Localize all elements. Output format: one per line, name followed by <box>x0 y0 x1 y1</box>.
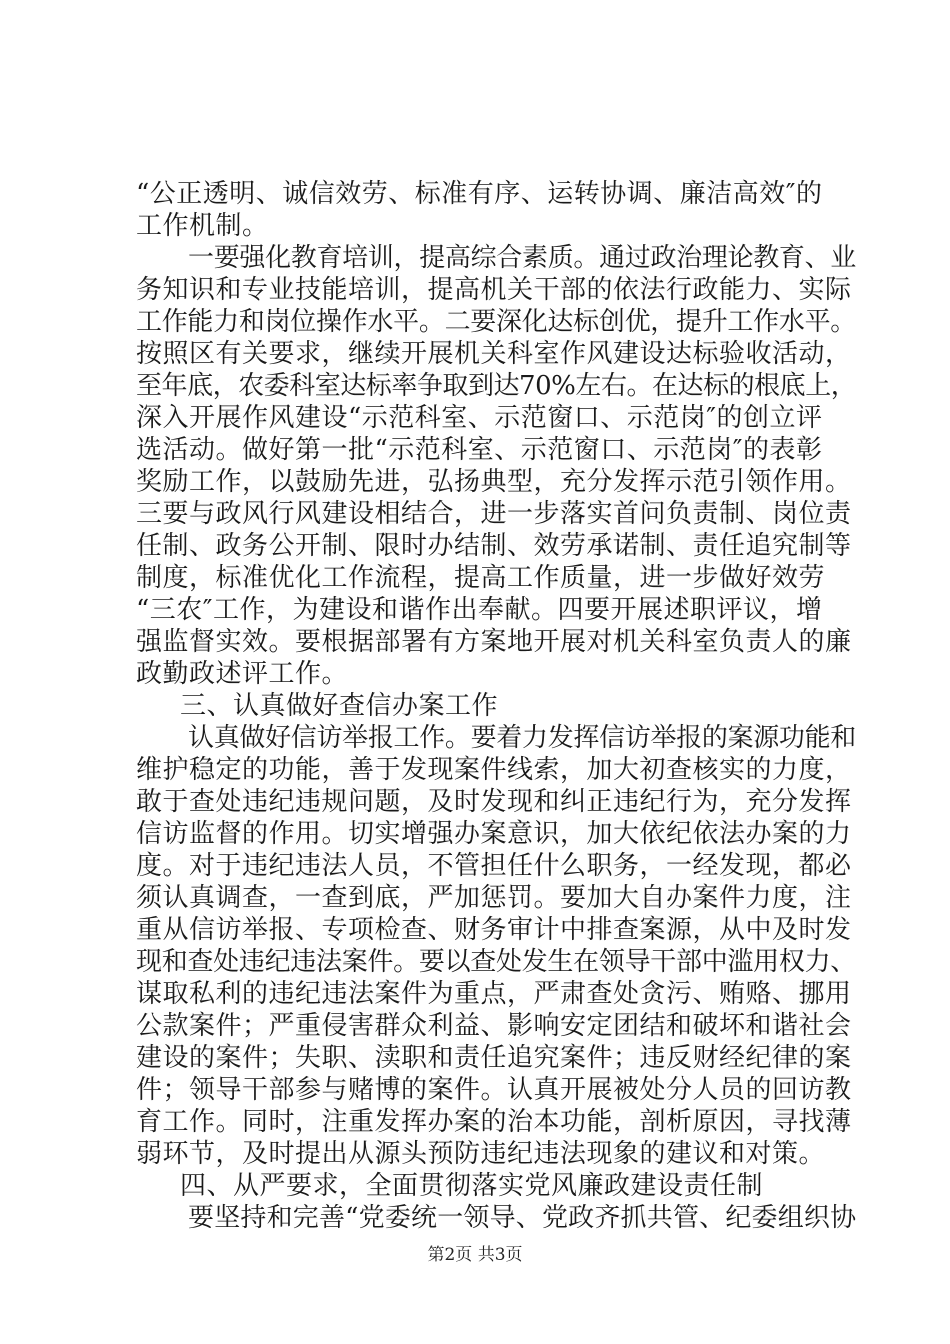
text-line: “三农″工作，为建设和谐作出奉献。四要开展述职评议，增 <box>136 595 823 625</box>
text-line: 维护稳定的功能，善于发现案件线索，加大初查核实的力度， <box>136 755 852 785</box>
text-line: 奖励工作，以鼓励先进，弘扬典型，充分发挥示范引领作用。 <box>136 467 852 497</box>
text-line: 重从信访举报、专项检查、财务审计中排查案源，从中及时发 <box>136 915 852 945</box>
text-line: 现和查处违纪违法案件。要以查处发生在领导干部中滥用权力、 <box>136 947 857 977</box>
text-line: 工作能力和岗位操作水平。二要深化达标创优，提升工作水平。 <box>136 307 857 337</box>
text-line: 任制、政务公开制、限时办结制、效劳承诺制、责任追究制等 <box>136 531 852 561</box>
text-line: 按照区有关要求，继续开展机关科室作风建设达标验收活动， <box>136 339 852 369</box>
text-line: 要坚持和完善“党委统一领导、党政齐抓共管、纪委组织协 <box>188 1203 857 1233</box>
text-line: 务知识和专业技能培训，提高机关干部的依法行政能力、实际 <box>136 275 852 305</box>
page-number: 第2页 共3页 <box>427 1245 523 1265</box>
text-line: 弱环节，及时提出从源头预防违纪违法现象的建议和对策。 <box>136 1139 826 1169</box>
document-body <box>136 178 857 1234</box>
text-line: 建设的案件；失职、渎职和责任追究案件；违反财经纪律的案 <box>136 1043 852 1073</box>
text-line: 公款案件；严重侵害群众利益、影响安定团结和破坏和谐社会 <box>136 1011 852 1041</box>
text-line: “公正透明、诚信效劳、标准有序、运转协调、廉洁高效″的 <box>136 179 823 209</box>
text-line: 认真做好信访举报工作。要着力发挥信访举报的案源功能和 <box>188 723 857 753</box>
text-line: 一要强化教育培训，提高综合素质。通过政治理论教育、业 <box>188 243 857 273</box>
section-heading: 四、从严要求，全面贯彻落实党风廉政建设责任制 <box>180 1171 764 1201</box>
text-line: 度。对于违纪违法人员，不管担任什么职务，一经发现，都必 <box>136 851 852 881</box>
text-line: 强监督实效。要根据部署有方案地开展对机关科室负责人的廉 <box>136 627 852 657</box>
text-line: 信访监督的作用。切实增强办案意识，加大依纪依法办案的力 <box>136 819 852 849</box>
text-line: 须认真调查，一查到底，严加惩罚。要加大自办案件力度，注 <box>136 883 852 913</box>
text-line: 育工作。同时，注重发挥办案的治本功能，剖析原因，寻找薄 <box>136 1107 852 1137</box>
text-line: 工作机制。 <box>136 211 269 241</box>
text-line: 至年底，农委科室达标率争取到达70%左右。在达标的根底上， <box>136 371 857 401</box>
text-line: 敢于查处违纪违规问题，及时发现和纠正违纪行为，充分发挥 <box>136 787 852 817</box>
text-line: 选活动。做好第一批“示范科室、示范窗口、示范岗″的表彰 <box>136 435 823 465</box>
text-line: 制度，标准优化工作流程，提高工作质量，进一步做好效劳 <box>136 563 826 593</box>
text-line: 三要与政风行风建设相结合，进一步落实首问负责制、岗位责 <box>136 499 852 529</box>
text-line: 政勤政述评工作。 <box>136 659 349 689</box>
text-line: 深入开展作风建设“示范科室、示范窗口、示范岗″的创立评 <box>136 403 823 433</box>
section-heading: 三、认真做好查信办案工作 <box>180 691 499 721</box>
text-line: 件；领导干部参与赌博的案件。认真开展被处分人员的回访教 <box>136 1075 852 1105</box>
text-line: 谋取私利的违纪违法案件为重点，严肃查处贪污、贿赂、挪用 <box>136 979 852 1009</box>
